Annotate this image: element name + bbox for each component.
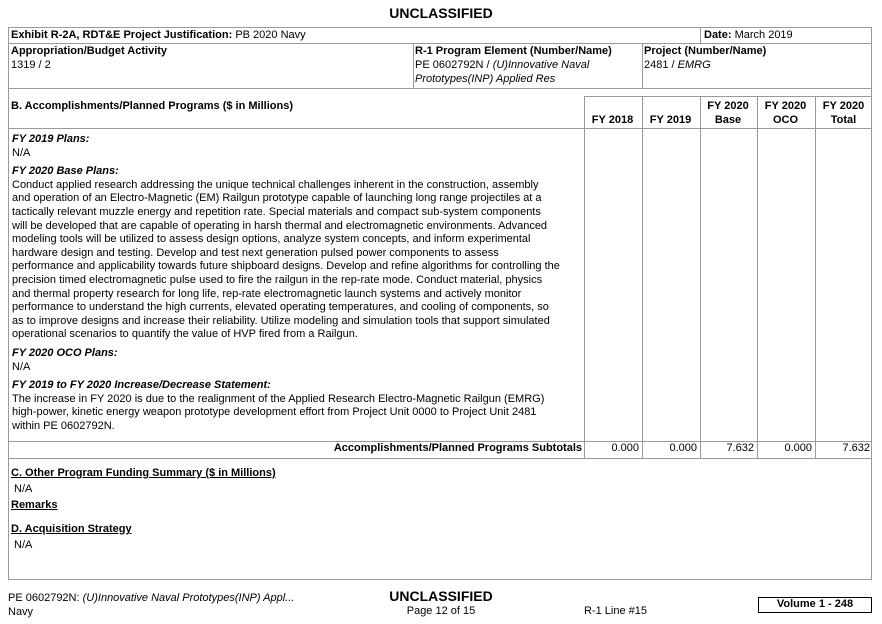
- section-b-body: [12, 133, 584, 433]
- rule-subtotal-bottom: [9, 458, 871, 459]
- rule-col4: [757, 96, 758, 458]
- rule-header-bottom: [9, 88, 871, 89]
- section-d-value: N/A: [14, 539, 33, 551]
- exhibit-title: [11, 29, 306, 41]
- fy2020-base-line: will be developed that are capable of operating in harsh thermal and electromagnetic environments. Advanced: [12, 219, 548, 232]
- fy2020-base-line: as to improve designs and increase their reliability. Utilize modeling and simulation tools that support simulated: [12, 314, 550, 327]
- fy2020-base-plans-heading: FY 2020 Base Plans:: [12, 165, 119, 178]
- fy2020-base-plans-text: [12, 179, 584, 342]
- fy2020-oco-plans-text: N/A: [12, 360, 31, 373]
- increase-decrease-text: [12, 393, 584, 434]
- program-element-line1: [415, 59, 589, 71]
- fy2020-base-line: precision timed electromagnetic pulse used to fire the railgun in the rep-rate mode. Conduct material, physics: [12, 273, 543, 286]
- fy2020-base-line: Conduct applied research addressing the unique technical challenges inherent in the construction, assembly: [12, 178, 539, 191]
- col-header-fy2020-base-line2: Base: [714, 114, 742, 126]
- subtotal-fy2018: 0.000: [611, 442, 639, 454]
- fy2019-plans-heading: FY 2019 Plans:: [12, 133, 90, 145]
- rule-col5: [815, 96, 816, 458]
- rule-col1: [584, 96, 585, 458]
- increase-decrease-heading: FY 2019 to FY 2020 Increase/Decrease Statement:: [12, 379, 271, 392]
- classification-bottom: UNCLASSIFIED: [389, 588, 493, 604]
- project-value: [644, 59, 711, 71]
- fy2020-base-line: hardware design and testing. Develop and test next generation pulsed power components to assess: [12, 246, 499, 259]
- col-header-fy2020-base-line1: FY 2020: [707, 100, 749, 112]
- section-b-title: B. Accomplishments/Planned Programs ($ in Millions): [11, 100, 293, 112]
- appropriation-value: 1319 / 2: [11, 59, 51, 71]
- exhibit-title-label: Exhibit R-2A, RDT&E Project Justification:: [11, 29, 233, 41]
- subtotal-label: Accomplishments/Planned Programs Subtotals: [333, 442, 582, 454]
- rule-project-divider: [642, 43, 643, 88]
- program-element-number: PE 0602792N /: [415, 59, 490, 71]
- fy2019-plans-text: N/A: [12, 146, 31, 159]
- footer-pe-name: (U)Innovative Naval Prototypes(INP) Appl...: [82, 592, 295, 604]
- subtotal-fy2019: 0.000: [669, 442, 697, 454]
- footer-pe-number: PE 0602792N:: [8, 592, 80, 604]
- subtotal-fy2020-base: 7.632: [726, 442, 754, 454]
- rule-col2: [642, 96, 643, 458]
- classification-top: UNCLASSIFIED: [389, 5, 493, 21]
- col-header-fy2020-oco-line2: OCO: [772, 114, 799, 126]
- exhibit-date: [704, 29, 793, 41]
- project-number: 2481 /: [644, 59, 675, 71]
- fy2020-base-line: operational scenarios to quantify the value of HVP fired from a Railgun.: [12, 328, 358, 341]
- footer-r1-line: R-1 Line #15: [584, 605, 647, 617]
- project-label: Project (Number/Name): [644, 45, 767, 57]
- subtotal-fy2020-total: 7.632: [842, 442, 870, 454]
- rule-title-bottom: [9, 43, 871, 44]
- section-d-title: D. Acquisition Strategy: [11, 523, 132, 535]
- fy2020-base-line: and thermal property research for long life, rep-rate electromagnetic launch systems and actively monitor: [12, 287, 522, 300]
- increase-decrease-line: The increase in FY 2020 is due to the realignment of the Applied Research Electro-Magnetic Railgun (EMRG): [12, 392, 545, 405]
- rule-date-divider: [700, 28, 701, 43]
- rule-colhead-bottom: [9, 128, 871, 129]
- increase-decrease-line: high-power, kinetic energy weapon prototype development effort from Project Unit 0000 to Project Unit 2481: [12, 406, 537, 419]
- remarks-label: Remarks: [11, 499, 58, 511]
- rule-colhead-top: [584, 96, 871, 97]
- rule-pe-divider: [413, 43, 414, 88]
- fy2020-oco-plans-heading: FY 2020 OCO Plans:: [12, 346, 118, 359]
- rule-col3: [700, 96, 701, 458]
- date-label: Date:: [704, 29, 732, 41]
- col-header-fy2019-line2: FY 2019: [649, 114, 692, 126]
- date-value: March 2019: [734, 29, 793, 41]
- program-element-name-cont: Prototypes(INP) Applied Res: [415, 73, 556, 85]
- fy2020-base-line: tactically relevant muzzle energy and repetition rate. Special materials and compact sub-system components: [12, 205, 541, 218]
- fy2020-base-line: performance and applicability towards future shipboard designs. Develop and refine algorithms for controlling the: [12, 260, 560, 273]
- col-header-fy2019: [642, 99, 699, 127]
- col-header-fy2020-total: [815, 99, 872, 127]
- exhibit-title-value: PB 2020 Navy: [235, 29, 306, 41]
- fy2020-base-line: performance to understand the high currents, elevated operating temperatures, and cooling of components, so: [12, 301, 549, 314]
- col-header-fy2018-line2: FY 2018: [591, 114, 634, 126]
- program-element-name: (U)Innovative Naval: [492, 59, 590, 71]
- footer-volume-box: Volume 1 - 248: [758, 597, 872, 613]
- increase-decrease-line: within PE 0602792N.: [12, 419, 115, 432]
- col-header-fy2018: [584, 99, 641, 127]
- col-header-fy2020-total-line1: FY 2020: [822, 100, 865, 112]
- subtotal-fy2020-oco: 0.000: [784, 442, 812, 454]
- col-header-fy2020-base: [700, 99, 756, 127]
- section-c-value: N/A: [14, 483, 33, 495]
- col-header-fy2019-line1: [642, 99, 699, 113]
- col-header-fy2018-line1: [584, 99, 641, 113]
- col-header-fy2020-total-line2: Total: [830, 114, 857, 126]
- col-header-fy2020-oco: [757, 99, 814, 127]
- program-element-label: R-1 Program Element (Number/Name): [415, 45, 612, 57]
- appropriation-label: Appropriation/Budget Activity: [11, 45, 168, 57]
- section-c-title: C. Other Program Funding Summary ($ in Millions): [11, 467, 276, 479]
- col-header-fy2020-oco-line1: FY 2020: [764, 100, 807, 112]
- footer-service: Navy: [8, 606, 34, 618]
- footer-page-number: Page 12 of 15: [406, 605, 476, 617]
- project-name: EMRG: [677, 59, 711, 71]
- fy2020-base-line: modeling tools will be utilized to assess design options, analyze system concepts, and inform experimental: [12, 233, 531, 246]
- fy2020-base-line: and operation of an Electro-Magnetic (EM) Railgun prototype capable of launching long range projectiles at a: [12, 192, 542, 205]
